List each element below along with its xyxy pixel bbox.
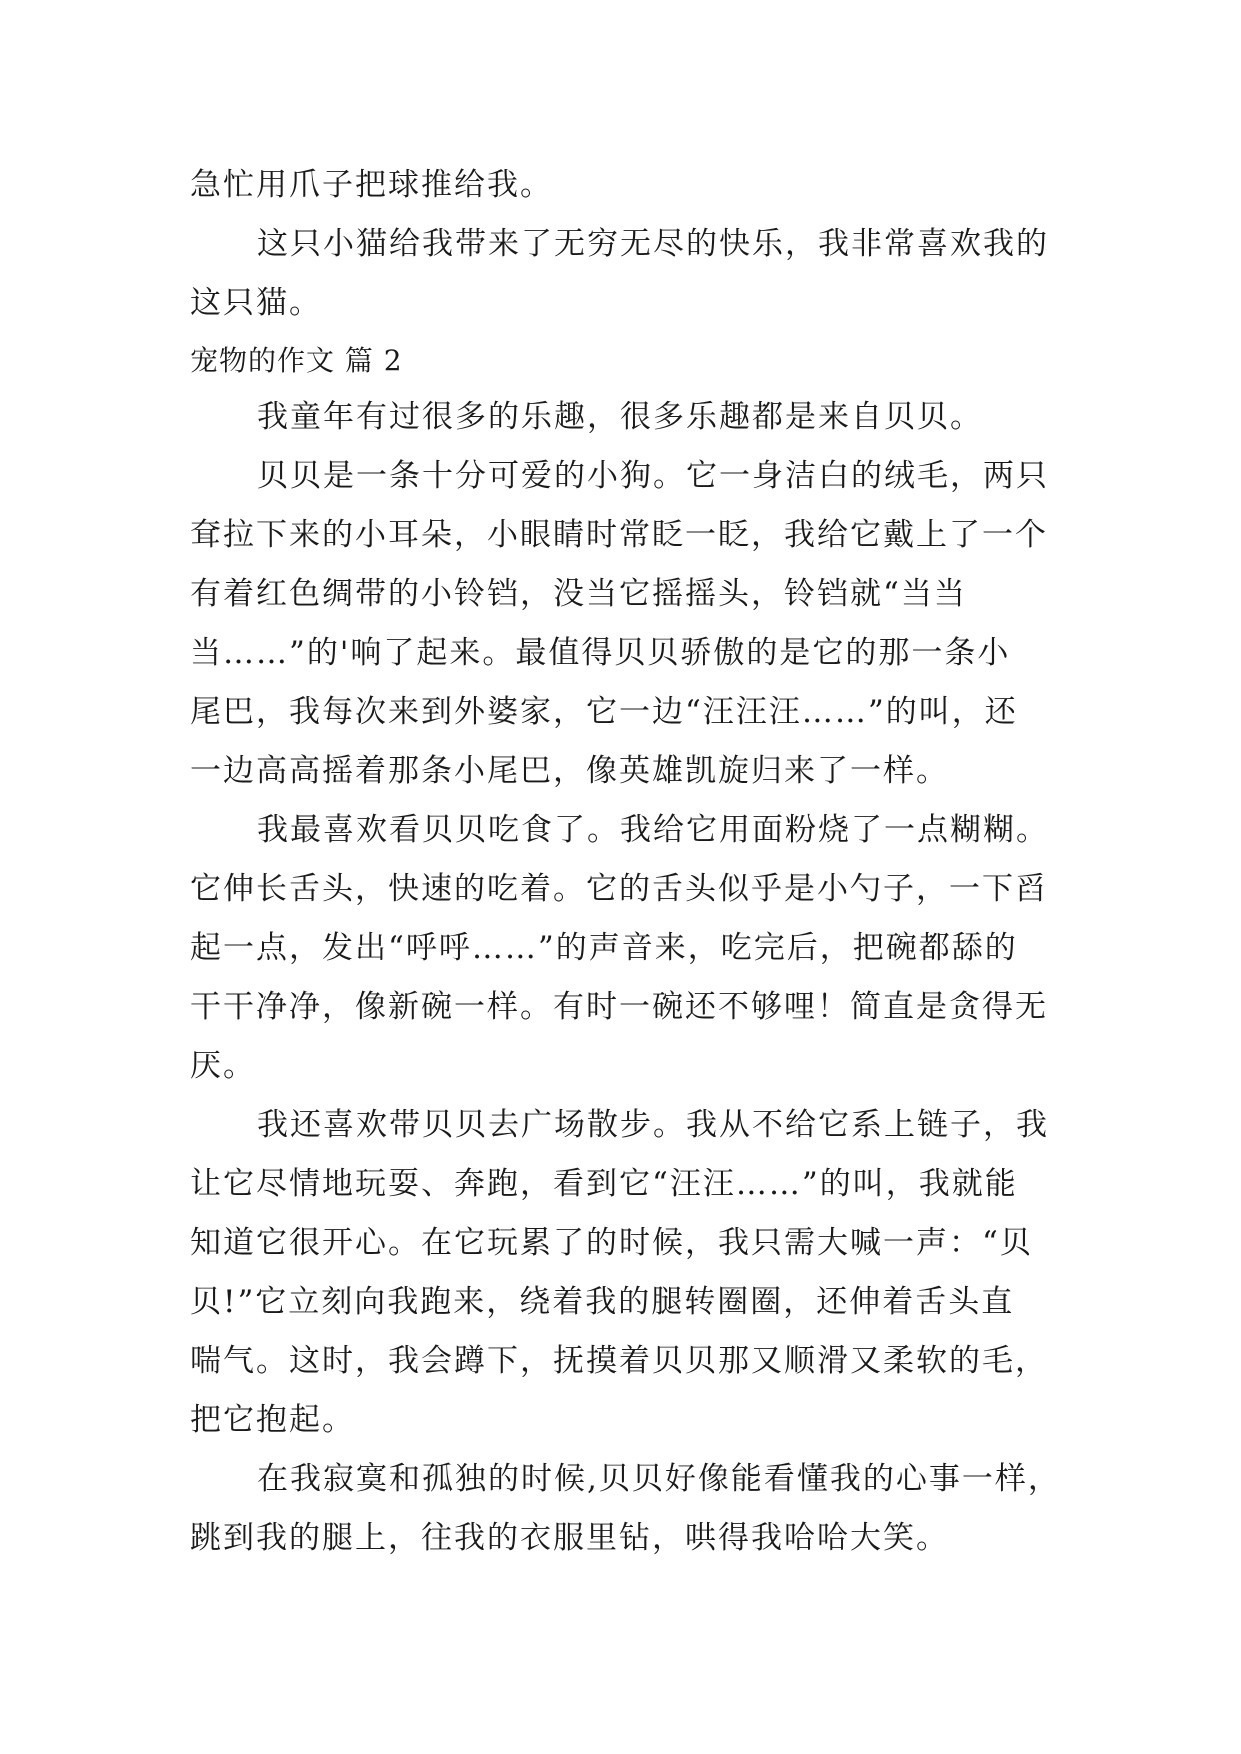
- text-line: 跳到我的腿上，往我的衣服里钻，哄得我哈哈大笑。: [190, 1520, 949, 1556]
- text-line: 耷拉下来的小耳朵，小眼睛时常眨一眨，我给它戴上了一个: [190, 517, 1048, 553]
- text-line: 一边高高摇着那条小尾巴，像英雄凯旋归来了一样。: [190, 753, 949, 789]
- text-line: 它伸长舌头，快速的吃着。它的舌头似乎是小勺子，一下舀: [190, 871, 1048, 907]
- text-line: 喘气。这时，我会蹲下，抚摸着贝贝那又顺滑又柔软的毛，: [190, 1343, 1048, 1379]
- text-line: 让它尽情地玩耍、奔跑，看到它“汪汪……”的叫，我就能: [190, 1166, 1018, 1202]
- text-line: 我最喜欢看贝贝吃食了。我给它用面粉烧了一点糊糊。: [257, 812, 1049, 848]
- document-body: [190, 156, 1060, 1568]
- text-line: 厌。: [190, 1048, 256, 1084]
- text-line: 有着红色绸带的小铃铛，没当它摇摇头，铃铛就“当当: [190, 576, 967, 612]
- text-line: 我还喜欢带贝贝去广场散步。我从不给它系上链子，我: [257, 1107, 1049, 1143]
- text-line: 急忙用爪子把球推给我。: [190, 167, 553, 203]
- text-line: 贝贝是一条十分可爱的小狗。它一身洁白的绒毛，两只: [257, 458, 1049, 494]
- text-line: 当……”的'响了起来。最值得贝贝骄傲的是它的那一条小: [190, 635, 1011, 671]
- text-line: 这只小猫给我带来了无穷无尽的快乐，我非常喜欢我的: [257, 226, 1049, 262]
- text-line: 干干净净，像新碗一样。有时一碗还不够哩！简直是贪得无: [190, 989, 1048, 1025]
- text-line: 把它抱起。: [190, 1402, 355, 1438]
- text-line: 贝!”它立刻向我跑来，绕着我的腿转圈圈，还伸着舌头直: [190, 1284, 1015, 1320]
- text-line: 起一点，发出“呼呼……”的声音来，吃完后，把碗都舔的: [190, 930, 1018, 966]
- text-line: 在我寂寞和孤独的时候,贝贝好像能看懂我的心事一样，: [257, 1461, 1061, 1497]
- section-heading: 宠物的作文 篇 2: [190, 344, 403, 377]
- text-line: 尾巴，我每次来到外婆家，它一边“汪汪汪……”的叫，还: [190, 694, 1018, 730]
- text-line: 知道它很开心。在它玩累了的时候，我只需大喊一声：“贝: [190, 1225, 1033, 1261]
- text-line: 这只猫。: [190, 285, 322, 321]
- text-line: 我童年有过很多的乐趣，很多乐趣都是来自贝贝。: [257, 399, 983, 435]
